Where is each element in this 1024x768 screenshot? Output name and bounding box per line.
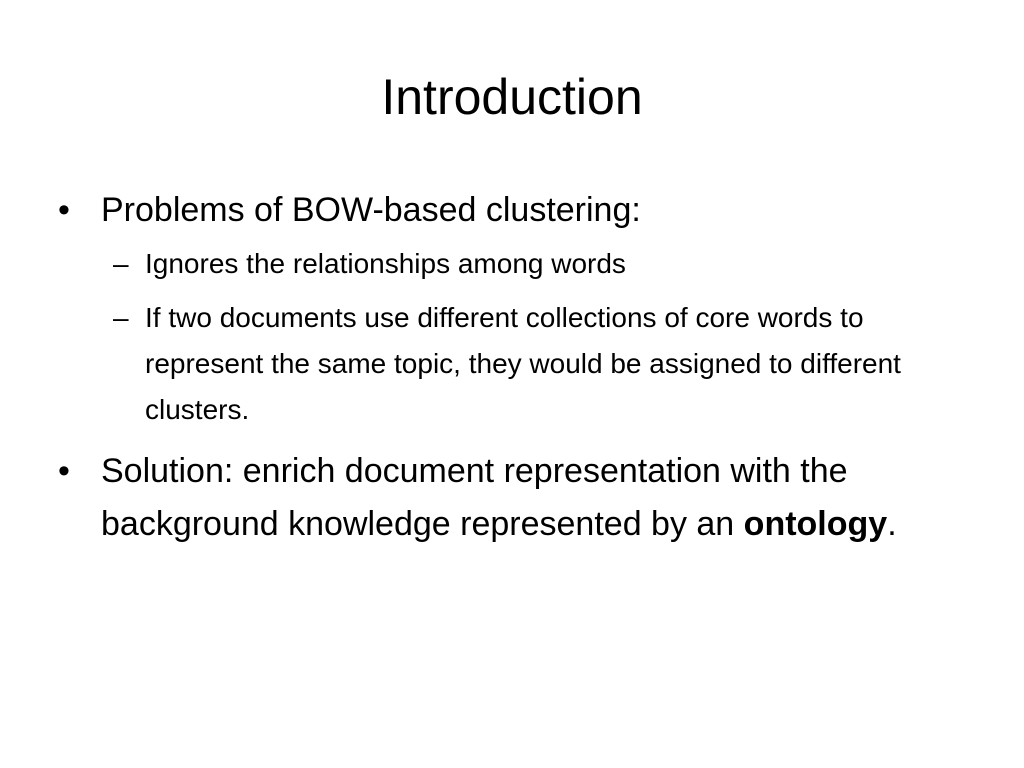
slide-content	[58, 184, 978, 555]
bullet-text-end: .	[887, 505, 897, 543]
bullet-marker: •	[58, 191, 70, 229]
sub-bullet-relationships	[58, 241, 978, 287]
bullet-text: Problems of BOW-based clustering:	[101, 191, 641, 229]
sub-bullet-text: If two documents use different collections of core words to represent the same topic, they would be assigned to different clusters.	[145, 302, 901, 425]
sub-bullet-marker: –	[113, 248, 129, 279]
sub-bullet-marker: –	[113, 302, 129, 333]
sub-bullet-different-clusters	[58, 295, 978, 433]
bullet-problems	[58, 184, 978, 237]
bullet-solution	[58, 445, 978, 551]
bullet-text-start: Solution: enrich document representation with the background knowledge represented by an	[101, 452, 848, 543]
sub-bullet-text: Ignores the relationships among words	[145, 248, 626, 279]
bullet-text-bold: ontology	[743, 505, 888, 543]
sub-bullet-list	[58, 241, 978, 433]
slide-title: Introduction	[381, 69, 643, 125]
bullet-marker: •	[58, 452, 70, 490]
